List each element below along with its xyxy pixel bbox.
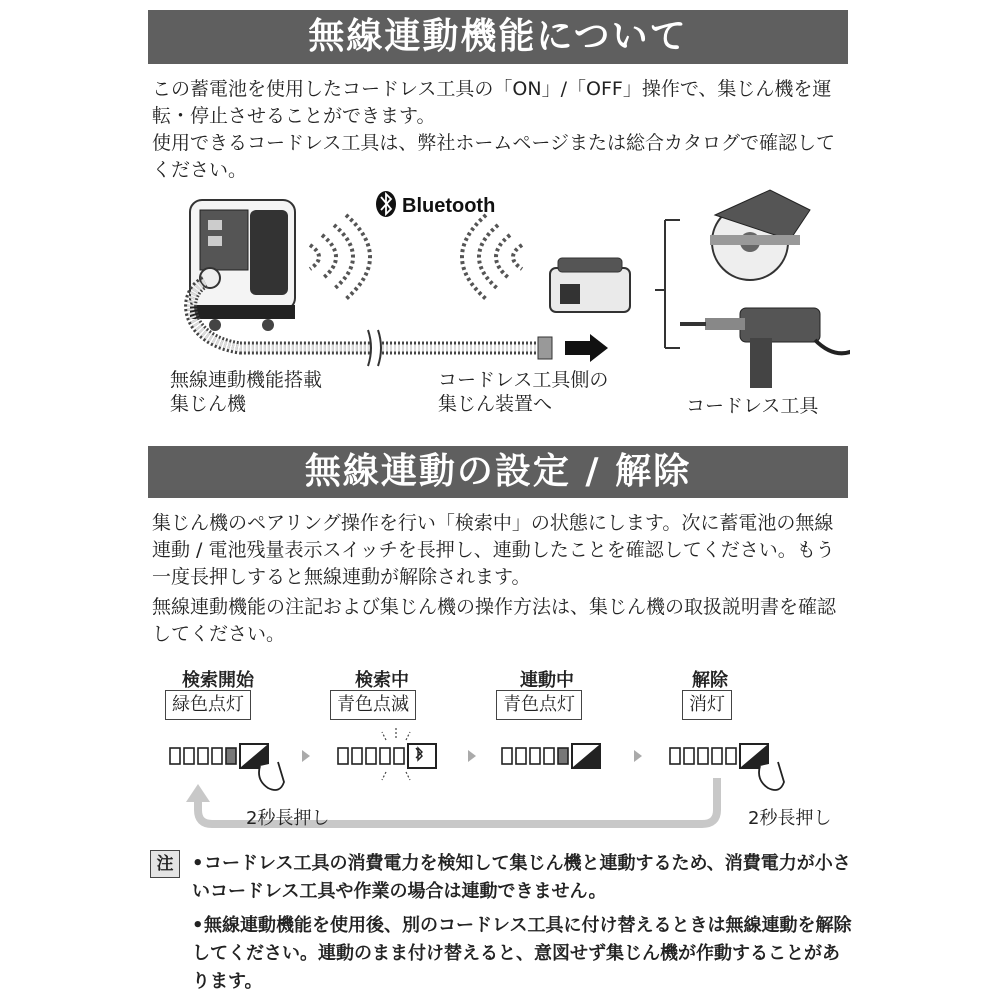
battery-illustration	[550, 258, 630, 312]
tools-bracket	[655, 220, 680, 348]
direction-arrow	[565, 334, 608, 362]
indicator-panel-2	[338, 728, 436, 780]
signal-waves-left	[310, 215, 370, 299]
step-state-4: 消灯	[682, 690, 732, 720]
note-1-text: コードレス工具の消費電力を検知して集じん機と連動するため、消費電力が小さいコードレス工具や作業の場合は連動できません。	[192, 853, 851, 902]
indicator-panel-4	[670, 744, 784, 790]
section2-title-banner: 無線連動の設定 / 解除	[148, 446, 848, 498]
cordless-tools-label: コードレス工具	[686, 395, 819, 417]
step-title-4: 解除	[692, 670, 728, 691]
section1-paragraph-2: 使用できるコードレス工具は、弊社ホームページまたは総合カタログで確認してください。	[152, 132, 836, 181]
note-2-text: 無線連動機能を使用後、別のコードレス工具に付け替えるときは無線連動を解除してください。連動のまま付け替えると、意図せず集じん機が作動することがあります。	[192, 915, 852, 992]
step-title-1: 検索開始	[182, 670, 254, 691]
signal-waves-right	[462, 215, 522, 299]
note-box: 注	[150, 850, 180, 878]
note-bullet: •	[192, 915, 204, 936]
section2-paragraph-1: 集じん機のペアリング操作を行い「検索中」の状態にします。次に蓄電池の無線連動 / 電池残量表示スイッチを長押し、連動したことを確認してください。もう一度長押しすると無線連動が解除されます。	[152, 512, 835, 588]
step-arrow-icon	[634, 750, 642, 762]
section1-paragraph-1: この蓄電池を使用したコードレス工具の「ON」/「OFF」操作で、集じん機を運転・停止させることができます。	[152, 78, 832, 127]
hose-destination-label: コードレス工具側の 集じん装置へ	[438, 369, 609, 415]
step-arrow-icon	[302, 750, 310, 762]
hold-label-left: 2秒長押し	[246, 808, 330, 829]
hammer-drill-illustration	[680, 308, 850, 388]
section2-paragraph-2: 無線連動機能の注記および集じん機の操作方法は、集じん機の取扱説明書を確認してください。	[152, 596, 837, 645]
blink-rays	[382, 728, 410, 780]
indicator-panel-1	[170, 744, 284, 790]
step-state-3: 青色点灯	[496, 690, 582, 720]
indicator-panel-3	[502, 744, 600, 768]
step-arrow-icon	[468, 750, 476, 762]
step-title-2: 検索中	[355, 670, 409, 691]
note-bullet: •	[192, 853, 204, 874]
step-state-1: 緑色点灯	[165, 690, 251, 720]
section1-title-banner: 無線連動機能について	[148, 10, 848, 64]
step-state-2: 青色点滅	[330, 690, 416, 720]
step-title-3: 連動中	[520, 670, 574, 691]
finger-press-icon	[759, 762, 784, 790]
circular-saw-illustration	[710, 190, 810, 280]
note-2	[192, 912, 852, 996]
hold-label-right: 2秒長押し	[748, 808, 832, 829]
dust-collector-illustration	[190, 200, 295, 331]
bluetooth-label: Bluetooth	[402, 195, 496, 217]
vacuum-label: 無線連動機能搭載 集じん機	[170, 369, 323, 415]
finger-press-icon	[259, 762, 284, 790]
bluetooth-icon	[376, 191, 396, 217]
note-1	[192, 850, 852, 906]
